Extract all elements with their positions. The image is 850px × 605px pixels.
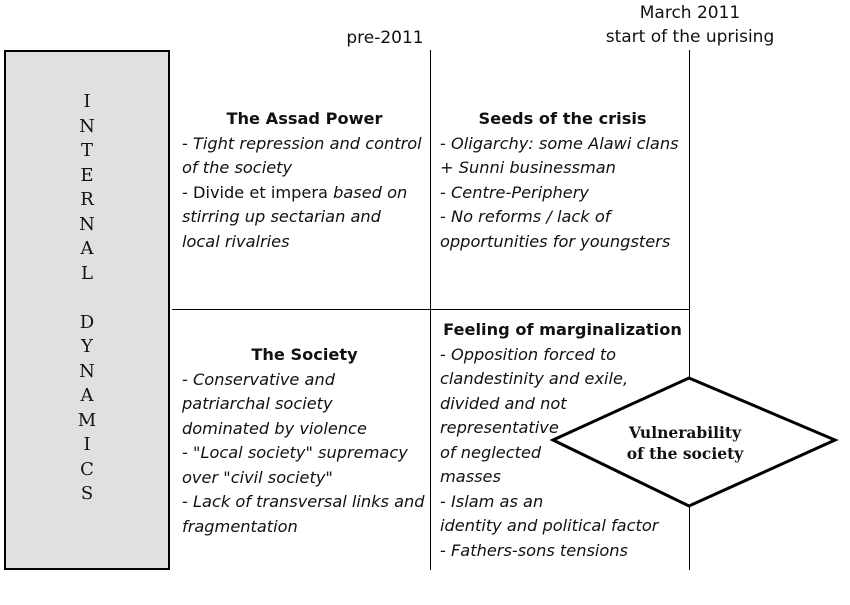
side-letter: C (80, 458, 94, 480)
side-letter: Y (81, 336, 93, 357)
line-italic-text: No reforms / lack of (451, 207, 611, 226)
line-italic-text: Tight repression and control (193, 133, 422, 153)
line-italic-text: dominated by violence (182, 418, 367, 438)
march-2011-label: March 2011 (639, 3, 741, 23)
side-letter: L (81, 262, 93, 284)
side-letter: N (79, 213, 95, 235)
side-letter: D (79, 311, 95, 333)
line-italic-text: patriarchal society (182, 394, 333, 413)
line-italic-text: + Sunni businessman (440, 158, 616, 177)
side-letter: I (83, 434, 91, 455)
side-letter: E (80, 164, 94, 186)
line-prefix: - (182, 133, 193, 153)
society-title: The Society (251, 345, 358, 364)
line-prefix: - (182, 369, 193, 389)
line-prefix: - (440, 344, 451, 364)
line-prefix: - (440, 491, 451, 511)
line-italic-text: of neglected (440, 442, 542, 462)
seeds-of-crisis-title: Seeds of the crisis (478, 109, 647, 128)
side-letter: N (79, 115, 95, 137)
line-italic-text: Fathers-sons tensions (451, 540, 628, 560)
side-letter: N (79, 360, 95, 382)
line-italic-text: based on (333, 182, 408, 202)
side-letter: M (77, 409, 97, 431)
uprising-start-label: start of the uprising (605, 27, 775, 47)
line-italic-text: Islam as an (451, 491, 544, 511)
assad-power-title: The Assad Power (226, 109, 383, 128)
line-italic-text: Opposition forced to (451, 344, 617, 364)
line-italic-text: Lack of transversal links and (193, 492, 425, 511)
line-italic-text: masses (440, 467, 501, 486)
line-italic-text: Conservative and (193, 369, 335, 389)
line-prefix: - (182, 443, 193, 462)
side-letter: T (80, 140, 93, 161)
line-italic-text: over "civil society" (182, 467, 333, 487)
vulnerability-label-line-2: of the society (626, 444, 744, 463)
side-letter: I (83, 91, 91, 112)
side-letter: S (80, 483, 94, 504)
marginalization-title: Feeling of marginalization (443, 320, 682, 339)
line-italic-text: stirring up sectarian and (182, 207, 381, 226)
vulnerability-label (605, 422, 765, 464)
line-prefix: - (182, 492, 193, 511)
line-italic-text: Oligarchy: some Alawi clans (451, 133, 679, 153)
vulnerability-label-line-1: Vulnerability (628, 423, 742, 442)
line-italic-text: identity and political factor (440, 516, 659, 535)
line-italic-text: "Local society" supremacy (193, 443, 408, 462)
line-prefix: - (440, 133, 451, 153)
line-prefix: - (440, 540, 451, 560)
line-prefix: - Divide et impera (182, 182, 334, 202)
line-italic-text: clandestinity and exile, (440, 369, 629, 388)
line-italic-text: divided and not (440, 393, 567, 413)
line-italic-text: of the society (182, 158, 293, 177)
side-letter: A (80, 385, 94, 406)
line-italic-text: fragmentation (182, 516, 298, 536)
line-italic-text: Centre-Periphery (451, 182, 589, 202)
line-italic-text: opportunities for youngsters (440, 231, 671, 251)
side-letter: A (80, 238, 94, 259)
line-italic-text: local rivalries (182, 231, 290, 251)
line-prefix: - (440, 182, 451, 202)
line-prefix: - (440, 207, 451, 226)
line-italic-text: representative (440, 418, 559, 437)
side-letter: R (80, 189, 94, 210)
pre-2011-label: pre-2011 (346, 28, 424, 48)
